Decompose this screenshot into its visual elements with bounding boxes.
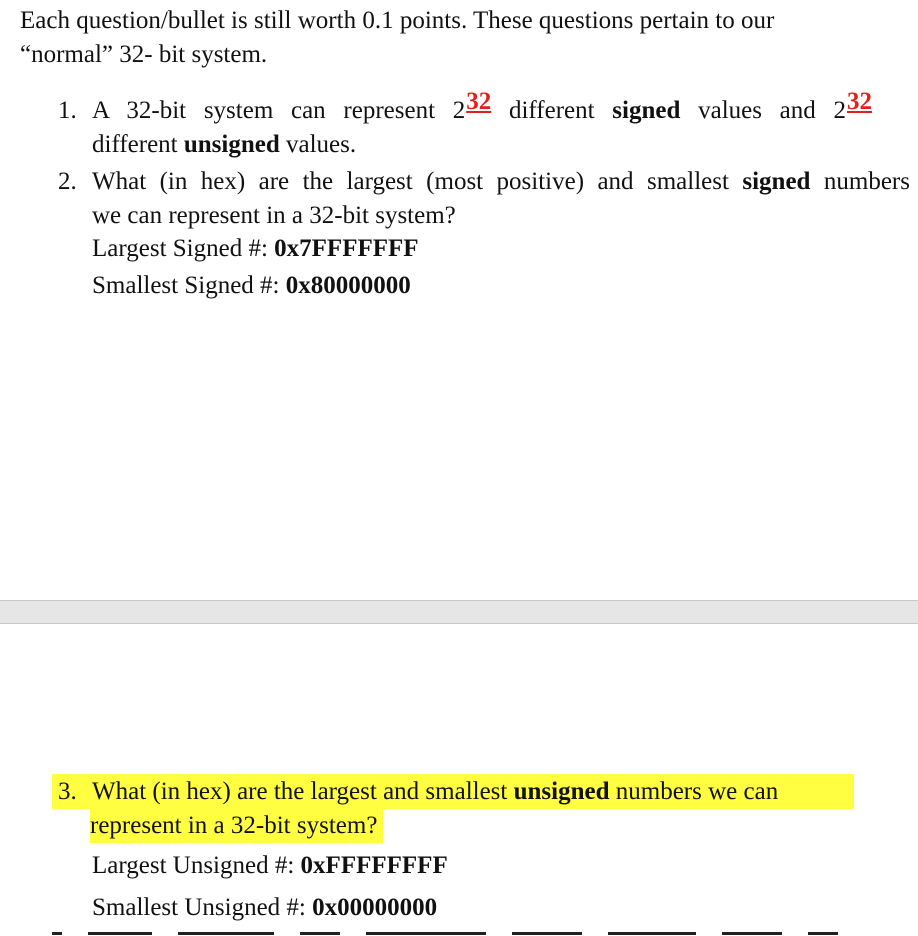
question-3-line-1 <box>52 774 854 809</box>
q1-base-a: 2 <box>452 97 466 124</box>
question-3 <box>52 774 854 843</box>
largest-unsigned-label: Largest Unsigned #: <box>92 852 301 879</box>
smallest-unsigned-value: 0x00000000 <box>312 894 438 921</box>
q3-text-a: What (in hex) are the largest and smallest <box>92 778 514 805</box>
q1-exponent-b: 32 <box>847 88 872 115</box>
question-2-number: 2. <box>58 168 77 195</box>
q1-answer-signed-count <box>452 88 492 128</box>
question-2-line-1 <box>92 165 910 199</box>
q3-text-b: numbers we can <box>609 778 779 805</box>
q2-bold-signed: signed <box>742 168 811 195</box>
q1-text-a: A 32-bit system can represent <box>92 97 453 124</box>
largest-signed-value: 0x7FFFFFFF <box>274 235 419 262</box>
document-page-2 <box>0 624 918 934</box>
q2-text-a: What (in hex) are the largest (most positive) and smallest <box>92 168 743 195</box>
q1-text-b: different <box>491 97 613 124</box>
largest-signed-label: Largest Signed #: <box>92 235 275 262</box>
q1-line2-b: values. <box>279 131 357 158</box>
largest-unsigned-answer <box>92 849 448 883</box>
q2-text-b: numbers <box>810 168 910 195</box>
question-3-number: 3. <box>58 778 77 805</box>
question-1-number: 1. <box>58 97 77 124</box>
intro-line-1: Each question/bullet is still worth 0.1 points. These questions pertain to our <box>20 7 775 34</box>
question-2-text <box>92 165 910 233</box>
q1-bold-unsigned: unsigned <box>183 131 280 158</box>
question-1-line-2 <box>92 131 356 158</box>
q3-bold-unsigned: unsigned <box>513 778 610 805</box>
q1-line2-a: different <box>92 131 184 158</box>
clipped-next-line <box>52 926 912 936</box>
intro-paragraph <box>20 4 900 72</box>
smallest-unsigned-answer <box>92 891 437 925</box>
question-3-line-2: represent in a 32-bit system? <box>90 809 383 843</box>
question-2-line-2: we can represent in a 32-bit system? <box>92 202 456 229</box>
question-1-text <box>92 88 872 162</box>
q1-text-c: values and <box>680 97 834 124</box>
smallest-signed-value: 0x80000000 <box>285 272 411 299</box>
largest-signed-answer <box>92 232 419 266</box>
page-break <box>0 600 918 624</box>
q1-answer-unsigned-count <box>833 88 873 128</box>
q1-bold-signed: signed <box>612 97 681 124</box>
smallest-signed-answer <box>92 269 411 303</box>
smallest-signed-label: Smallest Signed #: <box>92 272 286 299</box>
question-1-line-1 <box>92 88 872 128</box>
smallest-unsigned-label: Smallest Unsigned #: <box>92 894 313 921</box>
largest-unsigned-value: 0xFFFFFFFF <box>300 852 448 879</box>
intro-line-2: “normal” 32- bit system. <box>20 41 268 68</box>
q1-base-b: 2 <box>833 97 846 124</box>
q1-exponent-a: 32 <box>466 88 492 115</box>
